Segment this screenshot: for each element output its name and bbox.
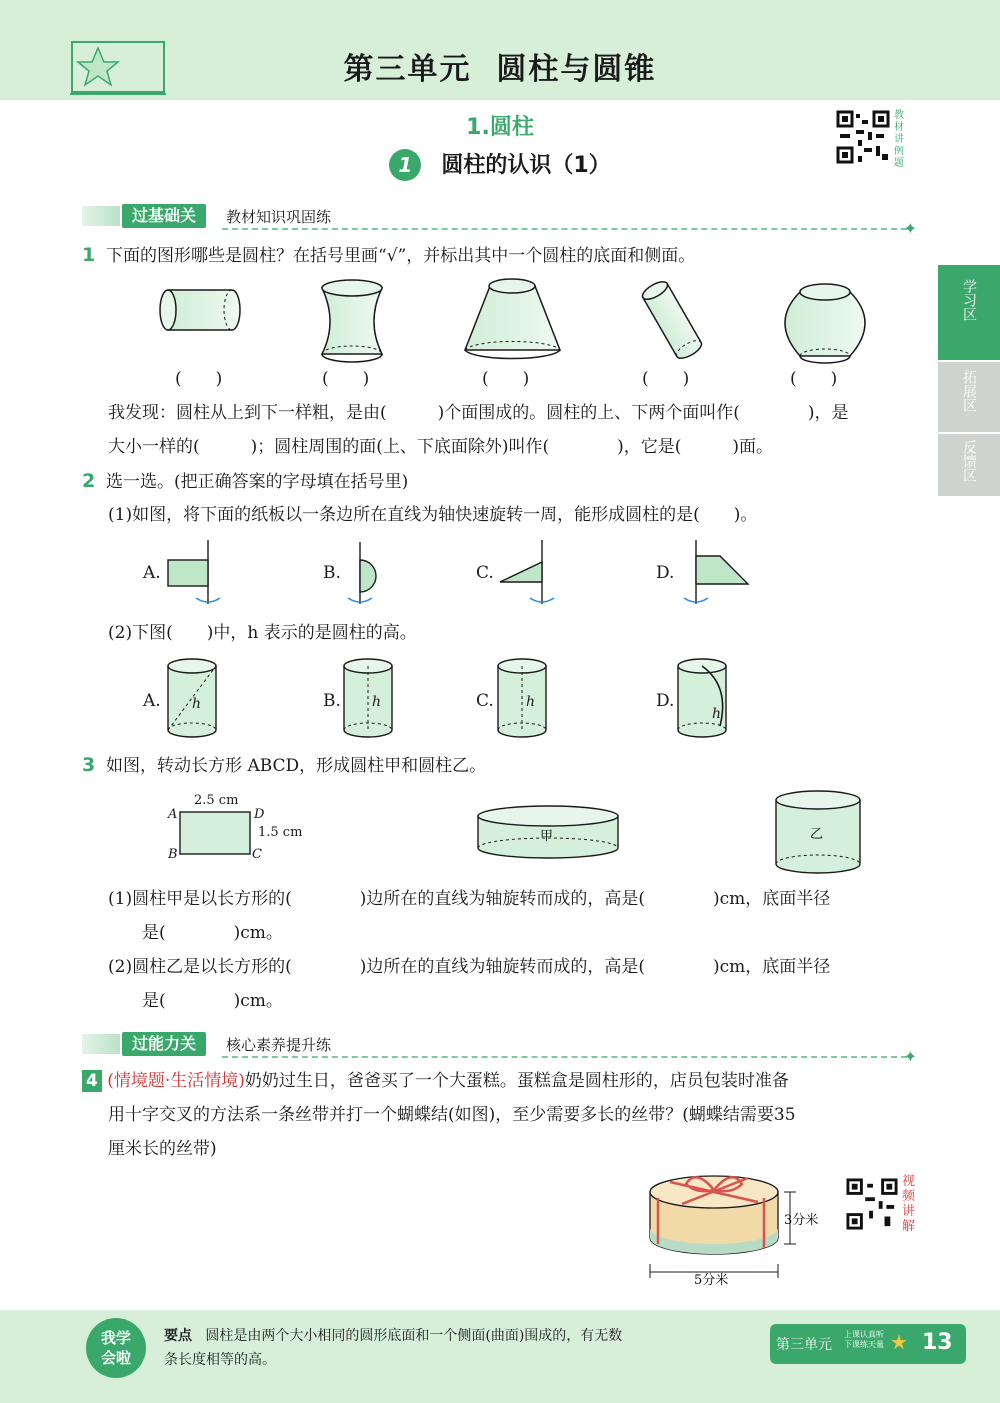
learned-badge: 我学 会啦	[86, 1318, 146, 1378]
q3-part1-line1: (1)圆柱甲是以长方形的( )边所在的直线为轴旋转而成的，高是( )cm，底面半径	[108, 889, 831, 909]
h-label: h	[192, 696, 202, 712]
h-label: h	[372, 694, 382, 710]
q2-part2: (2)下图( )中，h 表示的是圆柱的高。	[108, 623, 417, 643]
shape-concave-solid	[322, 280, 382, 362]
option-label: B.	[323, 691, 341, 711]
svg-text:A: A	[168, 807, 178, 822]
band-tag: 过基础关	[122, 204, 206, 228]
band-subtitle: 核心素养提升练	[226, 1036, 332, 1054]
footer-unit-tag: 第三单元 上课认真听 下课练天量 ★ 13	[770, 1324, 966, 1364]
page-number: 13	[922, 1330, 953, 1355]
q3-stem: 3 如图，转动长方形 ABCD，形成圆柱甲和圆柱乙。	[82, 754, 487, 776]
cylinder-yi	[776, 791, 860, 873]
section-band-basic	[82, 202, 917, 238]
band-tag: 过能力关	[122, 1032, 206, 1056]
svg-text:甲: 甲	[540, 829, 554, 844]
shape-horizontal-cylinder	[160, 290, 240, 330]
option-label: A.	[143, 691, 161, 711]
qr-caption-video: 视 频 讲 解	[902, 1174, 916, 1234]
answer-bracket[interactable]: ( )	[482, 369, 530, 389]
svg-text:C: C	[252, 847, 262, 862]
option-label: D.	[656, 691, 675, 711]
q4-line2: 用十字交叉的方法系一条丝带并打一个蝴蝶结(如图)，至少需要多长的丝带？(蝴蝶结需要35	[108, 1105, 796, 1125]
svg-text:乙: 乙	[810, 827, 824, 842]
cylinder-jia	[478, 806, 618, 858]
svg-text:5分米: 5分米	[694, 1273, 729, 1288]
svg-text:B: B	[168, 847, 178, 862]
star-icon: ✦	[903, 1047, 917, 1066]
q1-discovery-line2: 大小一样的( )；圆柱周围的面(上、下底面除外)叫作( )，它是( )面。	[108, 437, 774, 457]
unit-title: 第三单元 圆柱与圆锥	[343, 52, 657, 87]
q3-part2-line2: 是( )cm。	[142, 991, 283, 1011]
q2-boards	[160, 538, 760, 610]
q1-stem: 1 下面的图形哪些是圆柱？在括号里画“√”，并标出其中一个圆柱的底面和侧面。	[82, 244, 696, 266]
answer-bracket[interactable]: ( )	[790, 369, 838, 389]
h-label: h	[526, 694, 536, 710]
answer-bracket[interactable]: ( )	[175, 369, 223, 389]
lesson-number-badge: 1	[389, 149, 421, 181]
svg-text:3分米: 3分米	[784, 1213, 819, 1228]
trophy-icon: ★	[890, 1330, 908, 1354]
key-point: 要点 圆柱是由两个大小相同的圆形底面和一个侧面(曲面)围成的，有无数 条长度相等的高。	[164, 1328, 623, 1368]
q4-line3: 厘米长的丝带)	[108, 1139, 217, 1159]
option-label: C.	[476, 691, 494, 711]
h-label: h	[712, 706, 722, 722]
svg-text:D: D	[254, 807, 265, 822]
answer-bracket[interactable]: ( )	[642, 369, 690, 389]
shape-frustum	[465, 279, 560, 359]
q1-discovery-line1: 我发现：圆柱从上到下一样粗，是由( )个面围成的。圆柱的上、下两个面叫作( )，是	[108, 403, 849, 423]
q2-cylinders	[160, 656, 740, 742]
shape-barrel	[785, 284, 865, 363]
svg-text:2.5 cm: 2.5 cm	[194, 793, 239, 808]
option-label: B.	[323, 563, 341, 583]
option-label: D.	[656, 563, 675, 583]
q3-figures	[160, 788, 880, 880]
option-label: C.	[476, 563, 494, 583]
answer-bracket[interactable]: ( )	[322, 369, 370, 389]
q4-line1: 4 (情境题·生活情境)奶奶过生日，爸爸买了一个大蛋糕。蛋糕盒是圆柱形的，店员包装时准备	[82, 1064, 789, 1098]
qr-caption-top: 教 材 讲 例 题	[894, 110, 904, 169]
q2-part1: (1)如图，将下面的纸板以一条边所在直线为轴快速旋转一周，能形成圆柱的是( )。	[108, 505, 758, 525]
option-label: A.	[143, 563, 161, 583]
q3-part2-line1: (2)圆柱乙是以长方形的( )边所在的直线为轴旋转而成的，高是( )cm，底面半径	[108, 957, 831, 977]
svg-text:1.5 cm: 1.5 cm	[258, 825, 303, 840]
qr-code-icon[interactable]	[846, 1178, 898, 1230]
tab-feedback[interactable]: 反馈区	[938, 434, 1000, 496]
q2-stem: 2 选一选。(把正确答案的字母填在括号里)	[82, 470, 409, 492]
tab-extend[interactable]: 拓展区	[938, 362, 1000, 432]
q3-part1-line2: 是( )cm。	[142, 923, 283, 943]
tab-study[interactable]: 学习区	[938, 265, 1000, 360]
shape-tilted-cylinder	[640, 278, 704, 361]
qr-code-icon[interactable]	[836, 110, 890, 164]
section-title: 1.圆柱	[466, 115, 534, 140]
star-icon: ✦	[903, 219, 917, 238]
q1-shapes	[150, 276, 880, 370]
section-band-ability	[82, 1030, 917, 1066]
cake-box-figure	[640, 1168, 840, 1288]
band-subtitle: 教材知识巩固练	[226, 208, 332, 226]
lesson-title: 圆柱的认识（1）	[441, 153, 611, 178]
